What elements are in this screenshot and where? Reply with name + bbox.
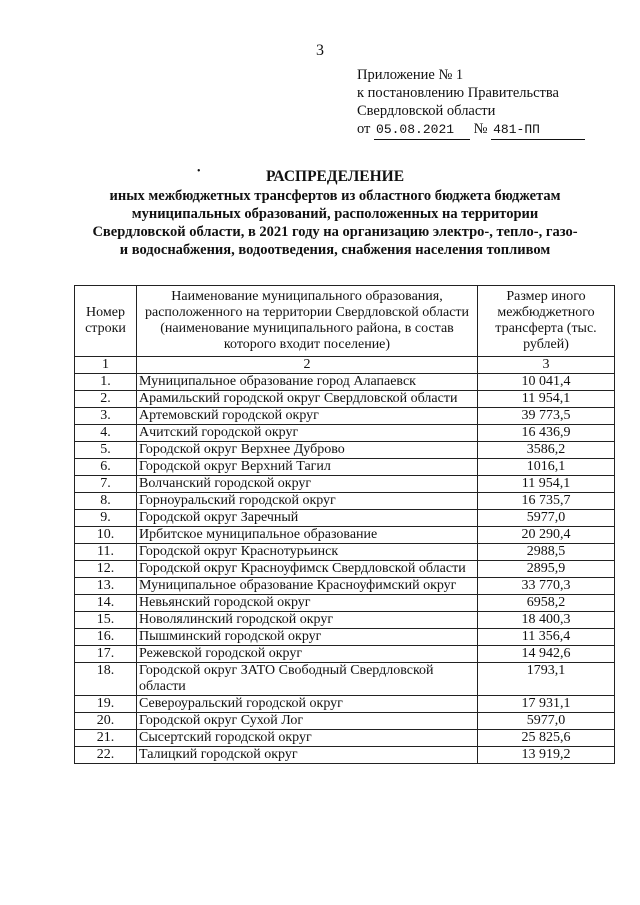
table-row [75, 374, 615, 391]
table-row [75, 442, 615, 459]
amount-cell: 2988,5 [478, 544, 615, 561]
row-number-cell: 16. [75, 629, 137, 646]
amount-cell: 1016,1 [478, 459, 615, 476]
municipality-name-cell: Волчанский городской округ [137, 476, 478, 493]
municipality-name-cell: Режевской городской округ [137, 646, 478, 663]
row-number-cell: 20. [75, 713, 137, 730]
municipality-name-cell: Городской округ Верхнее Дуброво [137, 442, 478, 459]
table-body [75, 374, 615, 764]
municipality-name-cell: Городской округ ЗАТО Свободный Свердловской области [137, 663, 478, 696]
municipality-name-cell: Новолялинский городской округ [137, 612, 478, 629]
amount-cell: 33 770,3 [478, 578, 615, 595]
row-number-cell: 19. [75, 696, 137, 713]
title-line-4: и водоснабжения, водоотведения, снабжения населения топливом [119, 242, 551, 258]
header-row-number: Номер строки [75, 286, 137, 357]
row-number-cell: 13. [75, 578, 137, 595]
amount-cell: 11 954,1 [478, 391, 615, 408]
amount-cell: 18 400,3 [478, 612, 615, 629]
table-row [75, 612, 615, 629]
row-number-cell: 22. [75, 747, 137, 764]
title-line-2: муниципальных образований, расположенных на территории [131, 206, 539, 222]
from-label: от [357, 121, 371, 137]
column-number: 3 [478, 357, 615, 374]
amount-cell: 14 942,6 [478, 646, 615, 663]
municipality-name-cell: Городской округ Верхний Тагил [137, 459, 478, 476]
appendix-line-1: Приложение № 1 [357, 67, 464, 83]
municipality-name-cell: Артемовский городской округ [137, 408, 478, 425]
row-number-cell: 17. [75, 646, 137, 663]
appendix-date-line [357, 120, 585, 140]
amount-cell: 5977,0 [478, 713, 615, 730]
table-row [75, 459, 615, 476]
municipality-name-cell: Муниципальное образование город Алапаевск [137, 374, 478, 391]
appendix-line-3: Свердловской области [357, 103, 496, 119]
row-number-cell: 2. [75, 391, 137, 408]
table-row [75, 544, 615, 561]
table-row [75, 476, 615, 493]
table-header-row [75, 286, 615, 357]
row-number-cell: 8. [75, 493, 137, 510]
row-number-cell: 3. [75, 408, 137, 425]
table-row [75, 747, 615, 764]
row-number-cell: 15. [75, 612, 137, 629]
row-number-cell: 5. [75, 442, 137, 459]
row-number-cell: 21. [75, 730, 137, 747]
stray-mark: • [197, 166, 201, 177]
amount-cell: 6958,2 [478, 595, 615, 612]
municipality-name-cell: Ирбитское муниципальное образование [137, 527, 478, 544]
title-line-1: иных межбюджетных трансфертов из областного бюджета бюджетам [109, 188, 561, 204]
amount-cell: 25 825,6 [478, 730, 615, 747]
municipality-name-cell: Горноуральский городской округ [137, 493, 478, 510]
amount-cell: 1793,1 [478, 663, 615, 696]
municipality-name-cell: Сысертский городской округ [137, 730, 478, 747]
row-number-cell: 18. [75, 663, 137, 696]
table-row [75, 408, 615, 425]
row-number-cell: 7. [75, 476, 137, 493]
title-main: РАСПРЕДЕЛЕНИЕ [265, 168, 405, 185]
amount-cell: 11 356,4 [478, 629, 615, 646]
municipality-name-cell: Невьянский городской округ [137, 595, 478, 612]
amount-cell: 3586,2 [478, 442, 615, 459]
row-number-cell: 11. [75, 544, 137, 561]
row-number-cell: 12. [75, 561, 137, 578]
resolution-number: 481-ПП [491, 121, 585, 140]
amount-cell: 20 290,4 [478, 527, 615, 544]
number-label: № [473, 121, 488, 137]
table-row [75, 595, 615, 612]
municipality-name-cell: Муниципальное образование Красноуфимский округ [137, 578, 478, 595]
row-number-cell: 9. [75, 510, 137, 527]
municipality-name-cell: Пышминский городской округ [137, 629, 478, 646]
amount-cell: 2895,9 [478, 561, 615, 578]
amount-cell: 17 931,1 [478, 696, 615, 713]
municipality-name-cell: Ачитский городской округ [137, 425, 478, 442]
municipality-name-cell: Городской округ Сухой Лог [137, 713, 478, 730]
table-row [75, 696, 615, 713]
row-number-cell: 1. [75, 374, 137, 391]
table-row [75, 578, 615, 595]
document-title [70, 168, 600, 259]
column-number: 2 [137, 357, 478, 374]
municipality-name-cell: Арамильский городской округ Свердловской области [137, 391, 478, 408]
amount-cell: 5977,0 [478, 510, 615, 527]
table-row [75, 391, 615, 408]
table-row [75, 629, 615, 646]
transfers-table [74, 285, 615, 764]
municipality-name-cell: Талицкий городской округ [137, 747, 478, 764]
appendix-line-2: к постановлению Правительства [357, 85, 559, 101]
table-row [75, 730, 615, 747]
table-row [75, 425, 615, 442]
row-number-cell: 6. [75, 459, 137, 476]
row-number-cell: 14. [75, 595, 137, 612]
row-number-cell: 10. [75, 527, 137, 544]
table-row [75, 713, 615, 730]
amount-cell: 10 041,4 [478, 374, 615, 391]
table-row [75, 527, 615, 544]
municipality-name-cell: Городской округ Заречный [137, 510, 478, 527]
municipality-name-cell: Городской округ Краснотурьинск [137, 544, 478, 561]
table-row [75, 493, 615, 510]
appendix-block [357, 66, 585, 140]
municipality-name-cell: Городской округ Красноуфимск Свердловской области [137, 561, 478, 578]
amount-cell: 16 436,9 [478, 425, 615, 442]
column-number: 1 [75, 357, 137, 374]
amount-cell: 11 954,1 [478, 476, 615, 493]
table-row [75, 646, 615, 663]
table-row [75, 510, 615, 527]
page-number: 3 [316, 42, 324, 59]
header-municipality: Наименование муниципального образования, расположенного на территории Свердловской области (наименование муниципального района, в состав которого входит поселение) [137, 286, 478, 357]
amount-cell: 39 773,5 [478, 408, 615, 425]
header-amount: Размер иного межбюджетного трансферта (тыс. рублей) [478, 286, 615, 357]
table-row [75, 663, 615, 696]
resolution-date: 05.08.2021 [374, 121, 470, 140]
title-line-3: Свердловской области, в 2021 году на организацию электро-, тепло-, газо- [92, 224, 578, 240]
table-row [75, 561, 615, 578]
column-number-row [75, 357, 615, 374]
municipality-name-cell: Североуральский городской округ [137, 696, 478, 713]
row-number-cell: 4. [75, 425, 137, 442]
amount-cell: 13 919,2 [478, 747, 615, 764]
amount-cell: 16 735,7 [478, 493, 615, 510]
